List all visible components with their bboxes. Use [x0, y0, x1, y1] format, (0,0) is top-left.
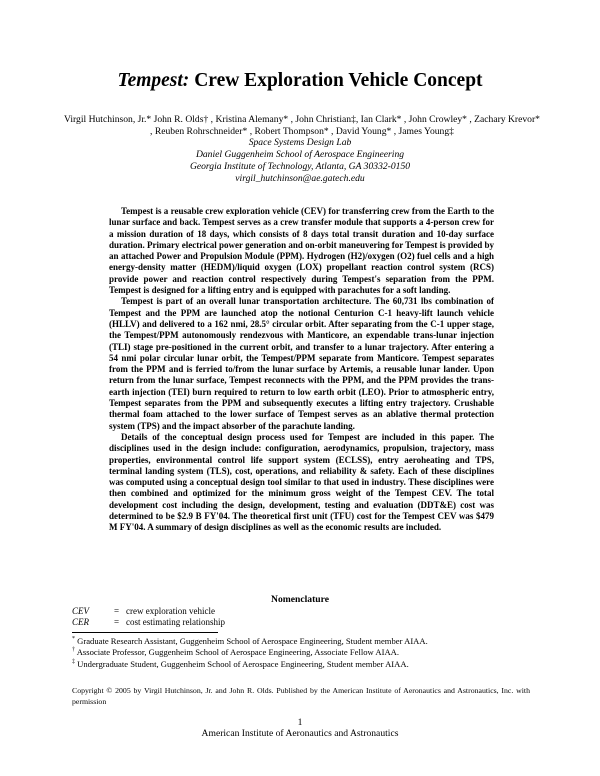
nomenclature-equals: =	[114, 616, 120, 627]
affiliation-school: Daniel Guggenheim School of Aerospace Engineering	[195, 148, 405, 160]
author-list: Virgil Hutchinson, Jr.* John R. Olds† , Kristina Alemany* , John Christian‡, Ian Clark* , John Crowley* , Zachary Krevor* , Reuben Rohrschneider* , Robert Thompson* , David Young* , James Young‡	[64, 114, 540, 137]
nomenclature-list	[72, 606, 225, 627]
footnote	[72, 636, 542, 647]
affiliation-institute: Georgia Institute of Technology, Atlanta, GA 30332-0150	[189, 160, 411, 172]
abstract	[109, 206, 494, 534]
footnote	[72, 659, 542, 670]
abstract-paragraph: Tempest is part of an overall lunar transportation architecture. The 60,731 lbs combination of Tempest and the PPM are launched atop the notional Centurion C-1 heavy-lift launch vehicle (HLLV) and delivered to a 162 nmi, 28.5° circular orbit. After separating from the C-1 upper stage, the Tempest/PPM autonomously rendezvous with Manticore, an expendable trans-lunar injection (TLI) stage pre-positioned in the current orbit, and transfer to a lunar trajectory. After entering a 54 nmi polar circular lunar orbit, the Tempest/PPM separate from Manticore. Tempest separates from the PPM and is ferried to/from the lunar surface by Artemis, a reusable lunar lander. Upon return from the lunar surface, Tempest reconnects with the PPM, and the PPM provides the trans-earth injection (TEI) burn required to return to low earth orbit (LEO). Prior to atmospheric entry, Tempest separates from the PPM and subsequently executes a lifting entry trajectory. Crushable thermal foam attached to the lower surface of Tempest serves as an ablative thermal protection system (TPS) and the impact absorber of the parachute landing.	[109, 296, 494, 431]
affiliation-block	[0, 137, 600, 185]
nomenclature-definition: cost estimating relationship	[126, 616, 225, 627]
footnote	[72, 647, 542, 658]
nomenclature-abbr: CER	[72, 616, 89, 627]
affiliation-email: virgil_hutchinson@ae.gatech.edu	[235, 172, 365, 184]
footnote-text: Undergraduate Student, Guggenheim School of Aerospace Engineering, Student member AIAA.	[77, 658, 409, 669]
footnotes	[72, 636, 542, 670]
nomenclature-entry	[72, 606, 225, 617]
footnote-divider	[72, 632, 218, 633]
nomenclature-heading: Nomenclature	[271, 594, 329, 605]
nomenclature-equals: =	[114, 606, 120, 616]
running-footer: American Institute of Aeronautics and Astronautics	[201, 728, 399, 739]
nomenclature-abbr: CEV	[72, 606, 89, 616]
paper-title-rest: Crew Exploration Vehicle Concept	[189, 70, 483, 91]
paper-title-italic: Tempest:	[117, 70, 190, 91]
page-number: 1	[297, 717, 303, 728]
footnote-mark: †	[72, 647, 75, 654]
paper-title	[0, 70, 600, 92]
abstract-paragraph: Details of the conceptual design process used for Tempest are included in this paper. The disciplines used in the design include: configuration, aerodynamics, propulsion, trajectory, mass properties, environmental control life support system (ECLSS), entry aeroheating and TPS, terminal landing system (TLS), cost, operations, and reliability & safety. Each of these disciplines was computed using a conceptual design tool similar to that used in industry. These disciplines were then combined and optimized for the minimum gross weight of the Tempest CEV. The total development cost including the design, development, testing and evaluation (DDT&E) cost was determined to be $2.9 B FY'04. The theoretical first unit (TFU) cost for the Tempest CEV was $479 M FY'04. A summary of design disciplines as well as the economic results are included.	[109, 431, 494, 533]
abstract-paragraph: Tempest is a reusable crew exploration vehicle (CEV) for transferring crew from the Earth to the lunar surface and back. Tempest serves as a crew transfer module that supports a 4-person crew for a mission duration of 18 days, which consists of 8 days total transit duration and 10-day surface duration. Primary electrical power generation and on-orbit maneuvering for Tempest is provided by an attached Power and Propulsion Module (PPM). Hydrogen (H2)/oxygen (O2) fuel cells and a high energy-density matter (HEDM)/liquid oxygen (LOX) propellant reaction control system (RCS) provide power and reaction control respectively during Tempest's separation from the PPM. Tempest is designed for a lifting entry and is equipped with parachutes for a soft landing.	[109, 206, 494, 296]
footnote-text: Graduate Research Assistant, Guggenheim School of Aerospace Engineering, Student member AIAA.	[77, 636, 428, 646]
footnote-text: Associate Professor, Guggenheim School of Aerospace Engineering, Associate Fellow AIAA.	[76, 647, 400, 658]
footnote-mark: *	[72, 636, 75, 643]
footnote-mark: ‡	[72, 658, 75, 665]
affiliation-lab: Space Systems Design Lab	[248, 137, 352, 148]
nomenclature-entry	[72, 617, 225, 628]
nomenclature-definition: crew exploration vehicle	[126, 606, 215, 616]
copyright-notice: Copyright © 2005 by Virgil Hutchinson, Jr. and John R. Olds. Published by the American Institute of Aeronautics and Astronautics, Inc. with permission	[72, 686, 530, 706]
